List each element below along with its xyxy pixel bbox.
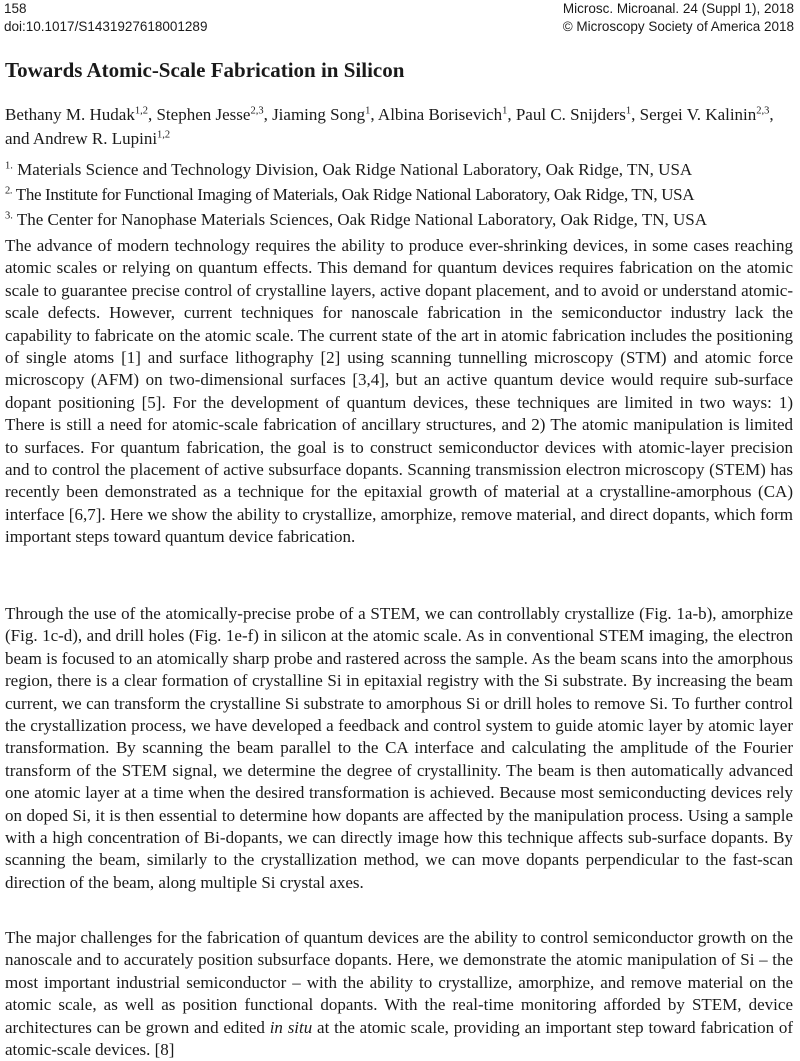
affiliation-3: [5, 207, 792, 232]
header-row-top: [4, 0, 794, 18]
author-name: , Jiaming Song: [263, 105, 366, 124]
affiliation-marker: 1.: [5, 160, 13, 172]
affiliation-text: The Center for Nanophase Materials Sciences, Oak Ridge National Laboratory, Oak Ridge, TN, USA: [12, 210, 708, 229]
body-paragraph-1: The advance of modern technology requires the ability to produce ever-shrinking devices, in some cases reaching atomic scales or relying on quantum effects. This demand for quantum devices requires fabrication on the atomic scale to guarantee precise control of crystalline layers, active dopant placement, and to avoid or understand atomic-scale defects. However, current techniques for nanoscale fabrication in the semiconductor industry lack the capability to fabricate on the atomic scale. The current state of the art in atomic fabrication includes the positioning of single atoms [1] and surface lithography [2] using scanning tunnelling microscopy (STM) and atomic force microscopy (AFM) on two-dimensional surfaces [3,4], but an active quantum device would require sub-surface dopant positioning [5]. For the development of quantum devices, these techniques are limited in two ways: 1) There is still a need for atomic-scale fabrication of ancillary structures, and 2) The atomic manipulation is limited to surfaces. For quantum fabrication, the goal is to construct semiconductor devices with atomic-layer precision and to control the placement of active subsurface dopants. Scanning transmission electron microscopy (STEM) has recently been demonstrated as a technique for the epitaxial growth of material at a crystalline-amorphous (CA) interface [6,7]. Here we show the ability to crystallize, amorphize, remove material, and direct dopants, which form important steps toward quantum device fabrication.: [5, 236, 793, 547]
paragraph-text: at the atomic scale, providing an important step toward fabrication of atomic-scale devices. [8]: [5, 1017, 794, 1060]
page-number: 158: [4, 1, 27, 16]
doi-link[interactable]: doi:10.1017/S1431927618001289: [4, 19, 208, 34]
author-affiliation-marker: 1,2: [134, 105, 148, 117]
author-affiliation-marker: 2,3: [756, 105, 770, 117]
author-name: , Stephen Jesse: [147, 105, 251, 124]
author-name: , Paul C. Snijders: [507, 105, 626, 124]
affiliation-marker: 2.: [5, 185, 13, 197]
paragraph-text: The major challenges for the fabrication of quantum devices are the ability to control semiconductor growth on the nanoscale and to accurately position subsurface dopants. Here, we demonstrate the atomic manipulation of Si – the most important industrial semiconductor – with the ability to crystallize, amorphize, and remove material on the atomic scale, as well as position functional dopants. With the real-time monitoring afforded by STEM, device architectures can be grown and edited: [5, 928, 793, 1037]
author-list: [5, 103, 792, 151]
body-paragraph-2: Through the use of the atomically-precise probe of a STEM, we can controllably crystallize (Fig. 1a-b), amorphize (Fig. 1c-d), and drill holes (Fig. 1e-f) in silicon at the atomic scale. As in conventional STEM imaging, the electron beam is focused to an atomically sharp probe and rastered across the sample. As the beam scans into the amorphous region, there is a clear formation of crystalline Si in epitaxial registry with the Si substrate. By increasing the beam current, we can transform the crystalline Si substrate to amorphous Si or drill holes to remove Si. To further control the crystallization process, we have developed a feedback and control system to guide atomic layer by atomic layer transformation. By scanning the beam parallel to the CA interface and calculating the amplitude of the Fourier transform of the STEM signal, we determine the degree of crystallinity. The beam is then automatically advanced one atomic layer at a time when the desired transformation is achieved. Because most semiconducting devices rely on doped Si, it is then essential to determine how dopants are affected by the manipulation process. Using a sample with a high concentration of Bi-dopants, we can directly image how this technique affects sub-surface dopants. By scanning the beam, similarly to the crystallization method, we can move dopants perpendicular to the fast-scan direction of the beam, along multiple Si crystal axes.: [5, 604, 793, 892]
author-name: , Albina Borisevich: [370, 105, 503, 124]
paper-title: Towards Atomic-Scale Fabrication in Silicon: [5, 58, 405, 82]
affiliation-2: [5, 182, 792, 207]
author-name: , Sergei V. Kalinin: [631, 105, 757, 124]
journal-citation: Microsc. Microanal. 24 (Suppl 1), 2018: [562, 1, 794, 16]
author-affiliation-marker: 1: [502, 105, 508, 117]
affiliation-text: Materials Science and Technology Division, Oak Ridge National Laboratory, Oak Ridge, TN, USA: [12, 160, 693, 179]
italic-term: in situ: [269, 1017, 313, 1037]
header-row-bottom: [4, 18, 794, 36]
copyright-notice: © Microscopy Society of America 2018: [562, 19, 794, 34]
author-name: , and Andrew R. Lupini: [5, 105, 774, 148]
author-affiliation-marker: 2,3: [250, 105, 264, 117]
affiliation-text: The Institute for Functional Imaging of Materials, Oak Ridge National Laboratory, Oak Ridge, TN, USA: [12, 185, 695, 204]
body-paragraph-3: [5, 927, 793, 1061]
author-affiliation-marker: 1: [365, 105, 371, 117]
author-name: Bethany M. Hudak: [5, 105, 135, 124]
affiliation-list: [5, 157, 792, 232]
author-affiliation-marker: 1: [625, 105, 632, 117]
author-affiliation-marker: 1,2: [157, 129, 171, 141]
page-header: [4, 0, 794, 36]
affiliation-marker: 3.: [5, 210, 13, 222]
affiliation-1: [5, 157, 792, 182]
